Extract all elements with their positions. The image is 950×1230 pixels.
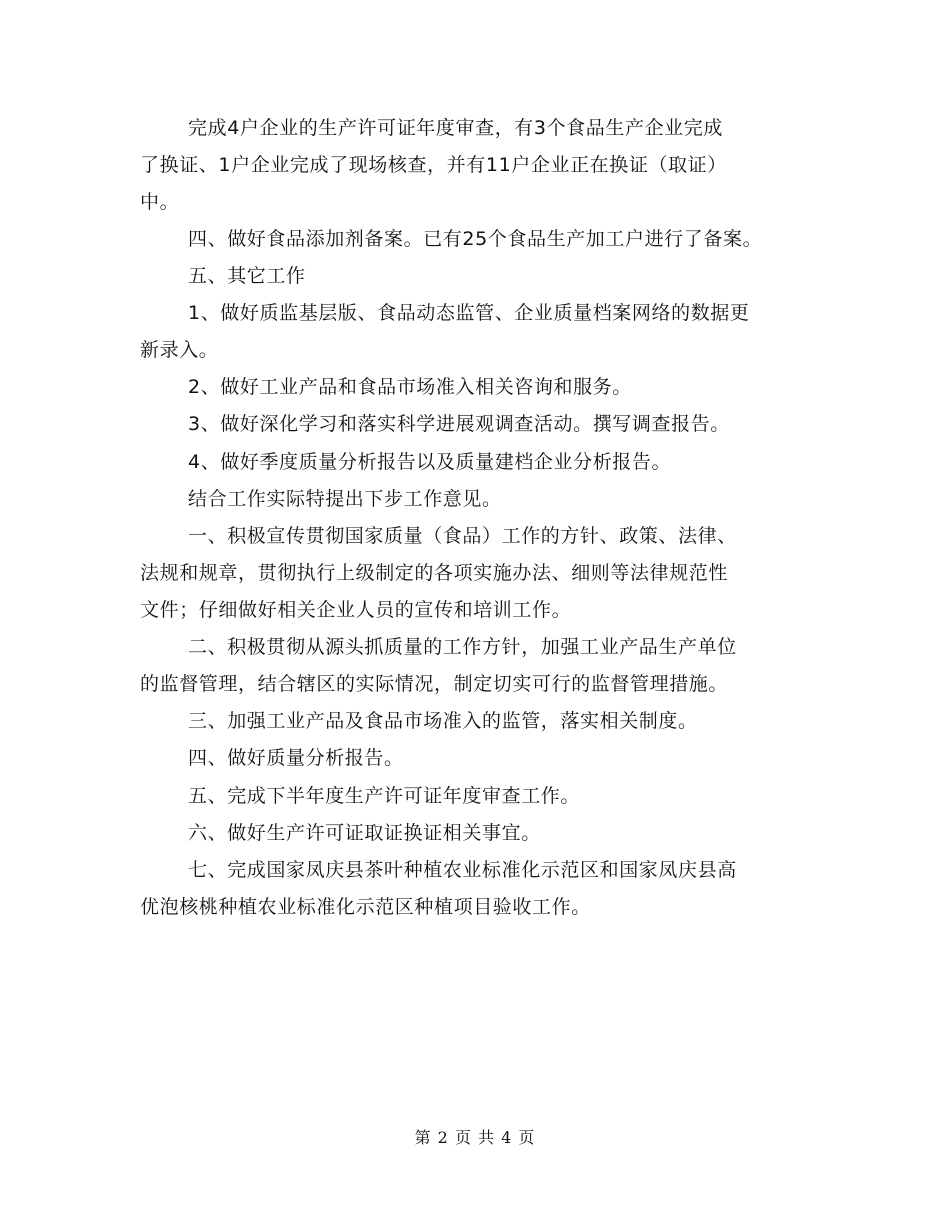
text-line: 四、做好食品添加剂备案。已有25个食品生产加工户进行了备案。	[188, 228, 763, 250]
text-line: 六、做好生产许可证取证换证相关事宜。	[188, 822, 541, 844]
text-line: 4、做好季度质量分析报告以及质量建档企业分析报告。	[188, 451, 672, 473]
text-line: 四、做好质量分析报告。	[188, 747, 404, 769]
text-line: 一、积极宣传贯彻国家质量（食品）工作的方针、政策、法律、	[188, 525, 737, 547]
text-line: 3、做好深化学习和落实科学进展观调查活动。撰写调查报告。	[188, 413, 730, 435]
text-line: 优泡核桃种植农业标准化示范区种植项目验收工作。	[140, 896, 591, 918]
text-line: 中。	[140, 191, 180, 213]
text-line: 新录入。	[140, 339, 219, 361]
page-number-footer: 第 2 页 共 4 页	[414, 1128, 536, 1147]
text-line: 法规和规章，贯彻执行上级制定的各项实施办法、细则等法律规范性	[140, 562, 729, 584]
text-line: 完成4户企业的生产许可证年度审查，有3个食品生产企业完成	[188, 117, 723, 139]
text-line: 了换证、1户企业完成了现场核查，并有11户企业正在换证（取证）	[140, 154, 727, 176]
text-line: 2、做好工业产品和食品市场准入相关咨询和服务。	[188, 376, 632, 398]
text-line: 三、加强工业产品及食品市场准入的监管，落实相关制度。	[188, 710, 698, 732]
text-line: 五、其它工作	[188, 265, 306, 287]
text-line: 结合工作实际特提出下步工作意见。	[188, 488, 502, 510]
text-line: 文件；仔细做好相关企业人员的宣传和培训工作。	[140, 599, 572, 621]
text-line: 1、做好质监基层版、食品动态监管、企业质量档案网络的数据更	[188, 302, 750, 324]
text-line: 的监督管理，结合辖区的实际情况，制定切实可行的监督管理措施。	[140, 673, 729, 695]
text-line: 七、完成国家凤庆县茶叶种植农业标准化示范区和国家凤庆县高	[188, 859, 737, 881]
text-line: 五、完成下半年度生产许可证年度审查工作。	[188, 785, 581, 807]
text-line: 二、积极贯彻从源头抓质量的工作方针，加强工业产品生产单位	[188, 636, 737, 658]
